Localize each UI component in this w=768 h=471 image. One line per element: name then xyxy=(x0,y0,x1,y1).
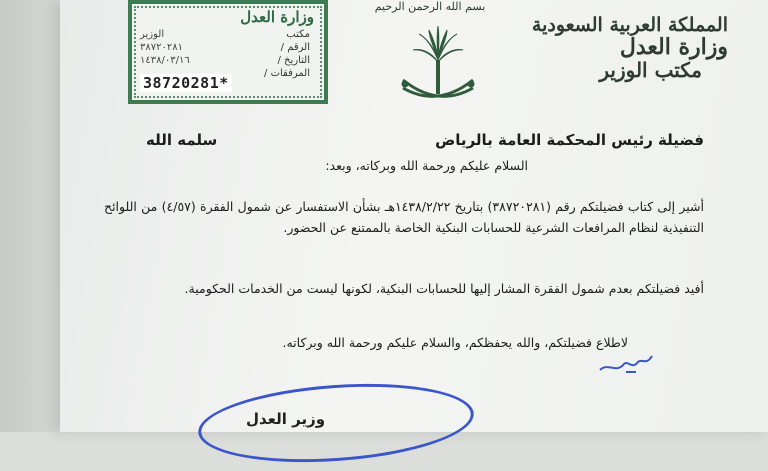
stamp-number-value: ٣٨٧٢٠٢٨١ xyxy=(140,42,183,53)
country-name: المملكة العربية السعودية xyxy=(531,14,728,36)
barcode-number: 38720281* xyxy=(140,74,232,92)
stamp-date-row xyxy=(140,54,310,67)
initials-signature-icon xyxy=(596,348,656,378)
reference-stamp xyxy=(128,0,328,104)
office-name: مكتب الوزير xyxy=(599,58,702,82)
stamp-office-label: مكتب xyxy=(286,29,310,40)
salutation: سلمه الله xyxy=(146,131,218,149)
closing-line: لاطلاع فضيلتكم، والله يحفظكم، والسلام عليكم ورحمة الله وبركاته. xyxy=(282,335,628,350)
saudi-emblem-icon xyxy=(395,22,481,106)
desk-background xyxy=(0,0,60,432)
stamp-number-row xyxy=(140,41,310,54)
basmala: بسم الله الرحمن الرحيم xyxy=(374,0,486,13)
ministry-name: وزارة العدل xyxy=(619,34,728,60)
stamp-fields xyxy=(140,28,310,80)
stamp-office-value: الوزير xyxy=(140,29,165,40)
stamp-attachments-label: المرفقات / xyxy=(264,68,310,79)
stamp-ministry-title: وزارة العدل xyxy=(240,8,314,26)
paragraph-decision: أفيد فضيلتكم بعدم شمول الفقرة المشار إليها للحسابات البنكية، لكونها ليست من الخدمات الحكومية. xyxy=(184,281,704,296)
stamp-office-row xyxy=(140,28,310,41)
paragraph-reference: أشير إلى كتاب فضيلتكم رقم (٣٨٧٢٠٢٨١) بتاريخ ١٤٣٨/٢/٢٢هـ بشأن الاستفسار عن شمول الفقرة (٤/٥٧) من اللوائح التنفيذية لنظام المرافعات الشرعية للحسابات البنكية الخاصة بالممتنع عن الحضور. xyxy=(104,199,704,235)
minister-title: وزير العدل xyxy=(246,410,326,428)
greeting: السلام عليكم ورحمة الله وبركاته، وبعد: xyxy=(325,158,528,173)
stamp-number-label: الرقم / xyxy=(280,42,310,53)
recipient-line: فضيلة رئيس المحكمة العامة بالرياض xyxy=(435,131,704,149)
stamp-date-label: التاريخ / xyxy=(277,55,310,66)
stamp-date-value: ١٤٣٨/٠٣/١٦ xyxy=(140,55,190,66)
ministry-letterhead xyxy=(528,14,728,82)
